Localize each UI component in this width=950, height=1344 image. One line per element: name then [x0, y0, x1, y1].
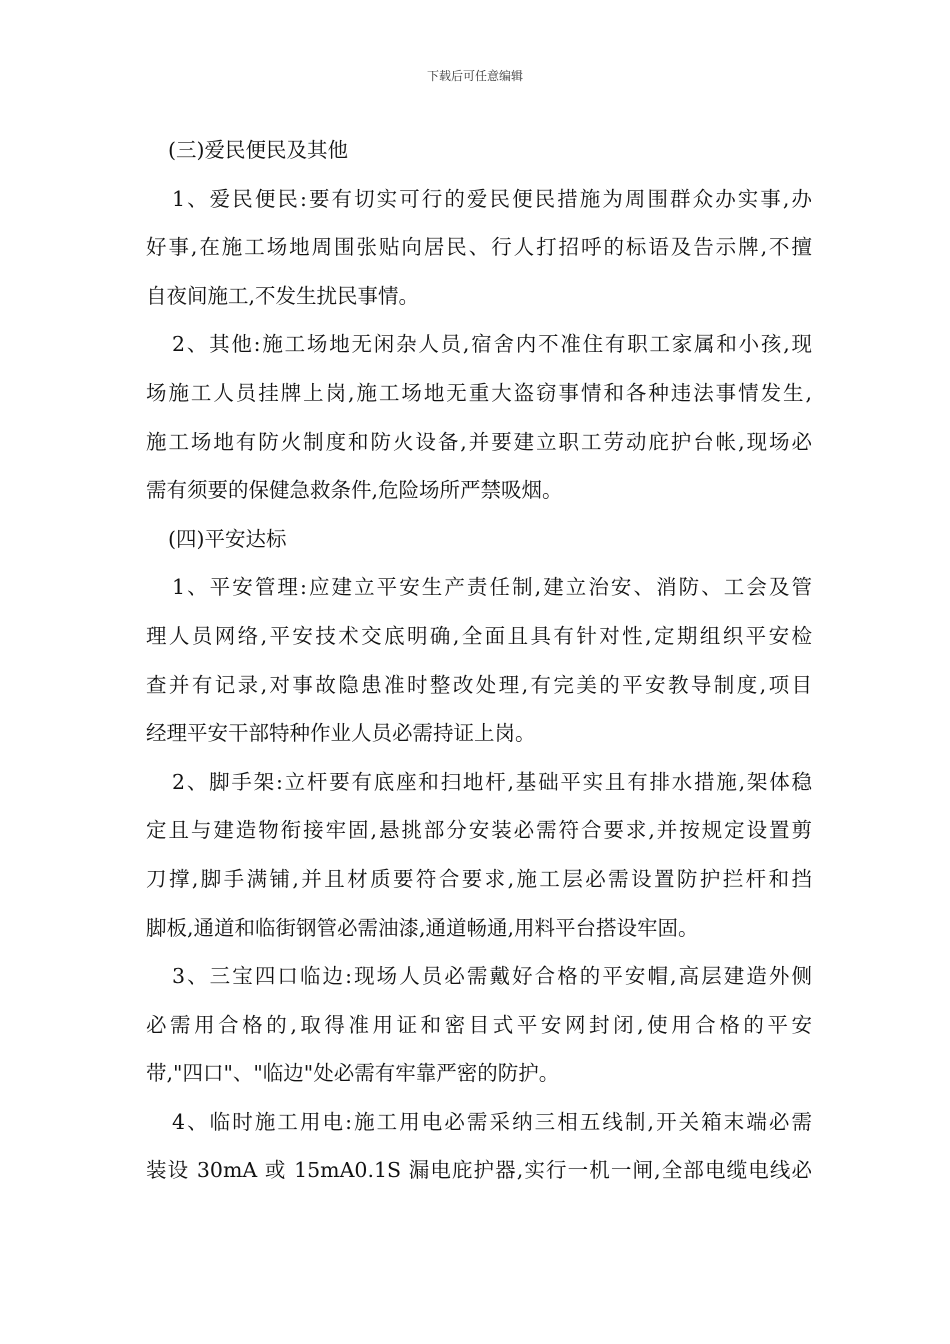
text-line: 2、其他:施工场地无闲杂人员,宿舍内不准住有职工家属和小孩,现 [172, 332, 812, 357]
text-line: 理人员网络,平安技术交底明确,全面且具有针对性,定期组织平安检 [146, 623, 812, 648]
text-line: 查并有记录,对事故隐患准时整改处理,有完美的平安教导制度,项目 [146, 672, 812, 697]
text-line: 装设 30mA 或 15mA0.1S 漏电庇护器,实行一机一闸,全部电缆电线必 [146, 1158, 812, 1183]
text-line: 刀撑,脚手满铺,并且材质要符合要求,施工层必需设置防护拦杆和挡 [146, 866, 812, 891]
text-line: 1、爱民便民:要有切实可行的爱民便民措施为周围群众办实事,办 [172, 186, 812, 211]
text-line: (四)平安达标 [168, 526, 287, 551]
text-line: 2、脚手架:立杆要有底座和扫地杆,基础平实且有排水措施,架体稳 [172, 769, 812, 794]
text-line: 4、临时施工用电:施工用电必需采纳三相五线制,开关箱末端必需 [172, 1109, 812, 1134]
text-line: 场施工人员挂牌上岗,施工场地无重大盗窃事情和各种违法事情发生, [146, 380, 812, 405]
document-body [146, 126, 812, 1195]
text-line: 脚板,通道和临街钢管必需油漆,通道畅通,用料平台搭设牢固。 [146, 915, 699, 940]
text-line: (三)爱民便民及其他 [168, 138, 348, 162]
text-line: 需有须要的保健急救条件,危险场所严禁吸烟。 [146, 478, 563, 503]
text-line: 1、平安管理:应建立平安生产责任制,建立治安、消防、工会及管 [172, 575, 812, 600]
text-line: 经理平安干部特种作业人员必需持证上岗。 [146, 721, 536, 746]
text-line: 带,"四口"、"临边"处必需有牢靠严密的防护。 [146, 1061, 560, 1086]
text-line: 必需用合格的,取得准用证和密目式平安网封闭,使用合格的平安 [146, 1012, 812, 1037]
text-line: 好事,在施工场地周围张贴向居民、行人打招呼的标语及告示牌,不擅 [146, 235, 812, 260]
text-line: 自夜间施工,不发生扰民事情。 [146, 283, 420, 308]
text-line: 3、三宝四口临边:现场人员必需戴好合格的平安帽,高层建造外侧 [172, 964, 812, 989]
text-line: 施工场地有防火制度和防火设备,并要建立职工劳动庇护台帐,现场必 [146, 429, 812, 454]
page-header: 下载后可任意编辑 [426, 69, 523, 83]
text-line: 定且与建造物衔接牢固,悬挑部分安装必需符合要求,并按规定设置剪 [146, 818, 812, 843]
